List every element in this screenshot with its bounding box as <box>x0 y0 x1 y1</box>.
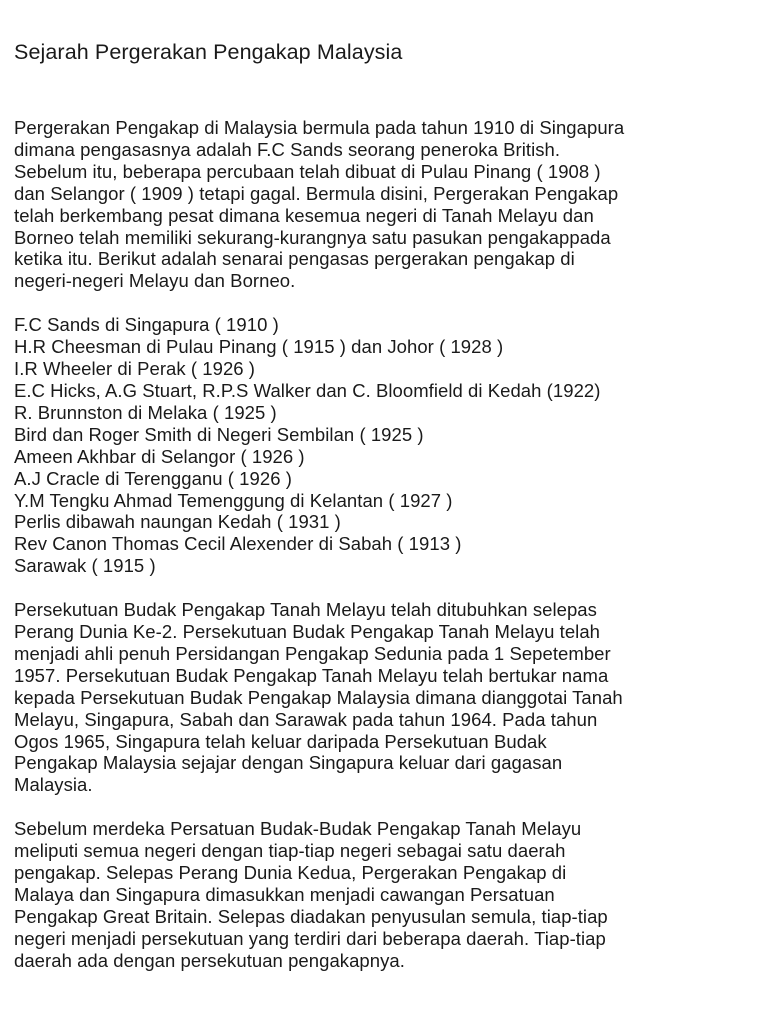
text-line: Pengakap Great Britain. Selepas diadakan penyusulan semula, tiap-tiap <box>14 905 608 927</box>
founder-item: Bird dan Roger Smith di Negeri Sembilan ( 1925 ) <box>14 423 424 445</box>
founder-item: A.J Cracle di Terengganu ( 1926 ) <box>14 467 292 489</box>
founder-item: I.R Wheeler di Perak ( 1926 ) <box>14 358 256 380</box>
founder-item: R. Brunnston di Melaka ( 1925 ) <box>14 401 277 423</box>
text-line: Perang Dunia Ke-2. Persekutuan Budak Pengakap Tanah Melayu telah <box>14 621 601 643</box>
text-line: meliputi semua negeri dengan tiap-tiap negeri sebagai satu daerah <box>14 840 566 862</box>
text-line: negeri-negeri Melayu dan Borneo. <box>14 270 296 292</box>
text-line: pengakap. Selepas Perang Dunia Kedua, Pergerakan Pengakap di <box>14 862 567 884</box>
founder-item: Ameen Akhbar di Selangor ( 1926 ) <box>14 445 305 467</box>
text-line: Pergerakan Pengakap di Malaysia bermula pada tahun 1910 di Singapura <box>14 117 625 138</box>
text-line: Borneo telah memiliki sekurang-kurangnya satu pasukan pengakappada <box>14 226 611 248</box>
text-line: Ogos 1965, Singapura telah keluar daripada Persekutuan Budak <box>14 730 547 752</box>
founders-list <box>14 314 754 577</box>
text-line: Persekutuan Budak Pengakap Tanah Melayu telah ditubuhkan selepas <box>14 599 597 621</box>
document-page <box>14 36 754 972</box>
text-line: 1957. Persekutuan Budak Pengakap Tanah Melayu telah bertukar nama <box>14 664 609 686</box>
founder-item: Perlis dibawah naungan Kedah ( 1931 ) <box>14 511 341 533</box>
founder-item: Sarawak ( 1915 ) <box>14 555 156 577</box>
text-line: Sebelum itu, beberapa percubaan telah dibuat di Pulau Pinang ( 1908 ) <box>14 160 601 182</box>
text-line: daerah ada dengan persekutuan pengakapnya. <box>14 949 405 971</box>
founder-item: F.C Sands di Singapura ( 1910 ) <box>14 314 279 336</box>
text-line: Sebelum merdeka Persatuan Budak-Budak Pengakap Tanah Melayu <box>14 818 582 840</box>
founder-item: Y.M Tengku Ahmad Temenggung di Kelantan ( 1927 ) <box>14 489 453 511</box>
text-line: Malaysia. <box>14 774 93 796</box>
intro-paragraph <box>14 117 754 292</box>
founder-item: Rev Canon Thomas Cecil Alexender di Sabah ( 1913 ) <box>14 533 462 555</box>
text-line: ketika itu. Berikut adalah senarai pengasas pergerakan pengakap di <box>14 248 575 270</box>
document-title: Sejarah Pergerakan Pengakap Malaysia <box>14 40 403 64</box>
text-line: kepada Persekutuan Budak Pengakap Malaysia dimana dianggotai Tanah <box>14 686 623 708</box>
founder-item: H.R Cheesman di Pulau Pinang ( 1915 ) dan Johor ( 1928 ) <box>14 336 504 358</box>
text-line: telah berkembang pesat dimana kesemua negeri di Tanah Melayu dan <box>14 204 594 226</box>
text-line: Malaya dan Singapura dimasukkan menjadi cawangan Persatuan <box>14 884 555 905</box>
founder-item: E.C Hicks, A.G Stuart, R.P.S Walker dan C. Bloomfield di Kedah (1922) <box>14 379 601 401</box>
federation-paragraph <box>14 599 754 796</box>
text-line: dimana pengasasnya adalah F.C Sands seorang peneroka British. <box>14 138 561 160</box>
text-line: negeri menjadi persekutuan yang terdiri dari beberapa daerah. Tiap-tiap <box>14 927 606 949</box>
text-line: Pengakap Malaysia sejajar dengan Singapura keluar dari gagasan <box>14 752 563 774</box>
pre-independence-paragraph <box>14 818 754 971</box>
text-line: Melayu, Singapura, Sabah dan Sarawak pada tahun 1964. Pada tahun <box>14 708 598 730</box>
text-line: menjadi ahli penuh Persidangan Pengakap Sedunia pada 1 Sepetember <box>14 642 611 664</box>
text-line: dan Selangor ( 1909 ) tetapi gagal. Bermula disini, Pergerakan Pengakap <box>14 182 619 204</box>
